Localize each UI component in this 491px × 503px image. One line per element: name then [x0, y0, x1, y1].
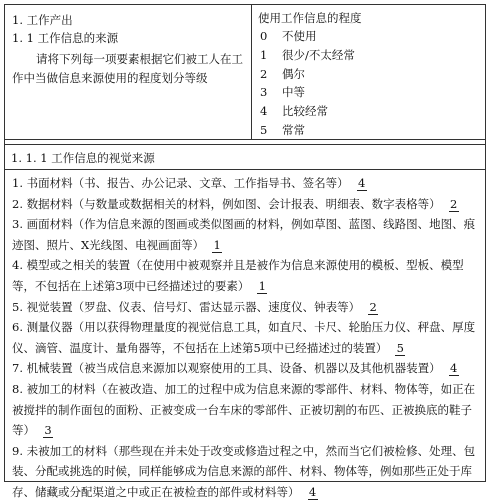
- rating-value: 5: [396, 340, 404, 355]
- rating-value: 2: [449, 196, 458, 211]
- rating-value: 4: [357, 176, 366, 190]
- rating-value: 1: [213, 237, 221, 252]
- list-item: 3. 画面材料（作为信息来源的图画或类似图画的材料，例如草图、蓝图、线路图、地图、痕迹图、照片、X光线图、电视画面等） 1: [12, 217, 476, 252]
- list-item: 5. 视觉装置（罗盘、仪表、信号灯、雷达显示器、速度仪、钟表等） 2: [12, 299, 377, 314]
- questionnaire-form: [4, 4, 486, 499]
- divider: [5, 169, 485, 170]
- rating-value: 4: [449, 361, 458, 376]
- list-item: 9. 未被加工的材料（那些现在并未处于改变或修造过程之中，然而当它们被检修、处理、包装、分配或挑选的时候，同样能够成为信息来源的部件、材料、物体等，例如那些正处于库存、储藏或分配渠道之中或正在被检查的部件或材料等） 4: [12, 443, 476, 499]
- instruction-text: 请将下列每一项要素根据它们被工人在工作中当做信息来源使用的程度划分等级: [12, 52, 243, 85]
- subheading: 1. 1 工作信息的来源: [12, 31, 119, 45]
- scale-level: 3 中等: [260, 85, 305, 100]
- list-item: 2. 数据材料（与数量或数据相关的材料，例如图、会计报表、明细表、数字表格等） 2: [12, 196, 458, 211]
- scale-level: 1 很少/不太经常: [260, 47, 355, 62]
- scale-list: [258, 27, 479, 140]
- list-item: 8. 被加工的材料（在被改造、加工的过程中成为信息来源的零部件、材料、物体等，如正在被搅拌的制作面包的面粉、正被变成一台车床的零部件、正被切割的布匹、正被换底的鞋子等） 3: [12, 381, 476, 438]
- list-item: 7. 机械装置（被当成信息来源加以观察使用的工具、设备、机器以及其他机器装置） 4: [12, 361, 458, 376]
- heading: 1. 工作产出: [12, 13, 73, 27]
- scale-level: 2 偶尔: [260, 66, 305, 81]
- rating-value: 2: [369, 299, 377, 314]
- rating-value: 4: [308, 484, 317, 499]
- instruction-cell: [5, 5, 252, 139]
- rating-value: 1: [258, 278, 266, 293]
- scale-level: 0 不使用: [260, 29, 317, 43]
- list-item: 1. 书面材料（书、报告、办公记录、文章、工作指导书、签名等） 4: [12, 176, 366, 190]
- list-item: 4. 模型或之相关的装置（在使用中被观察并且是被作为信息来源使用的模板、型板、模型等，不包括在上述第3项中已经描述过的要素） 1: [12, 258, 464, 293]
- scale-level: 4 比较经常: [260, 104, 328, 119]
- scale-level: 5 常常: [260, 122, 305, 137]
- scale-title: 使用工作信息的程度: [258, 11, 362, 25]
- list-item: 6. 测量仪器（用以获得物理量度的视觉信息工具，如直尺、卡尺、轮胎压力仪、秤盘、厚度仪、滴管、温度计、量角器等，不包括在上述第5项中已经描述过的装置） 5: [12, 320, 476, 355]
- divider: [5, 139, 485, 145]
- section-title: 1. 1. 1 工作信息的视觉来源: [11, 151, 155, 165]
- item-list: [12, 173, 480, 503]
- scale-cell: [252, 5, 485, 139]
- rating-value: 3: [44, 423, 52, 438]
- header-section: [5, 5, 485, 140]
